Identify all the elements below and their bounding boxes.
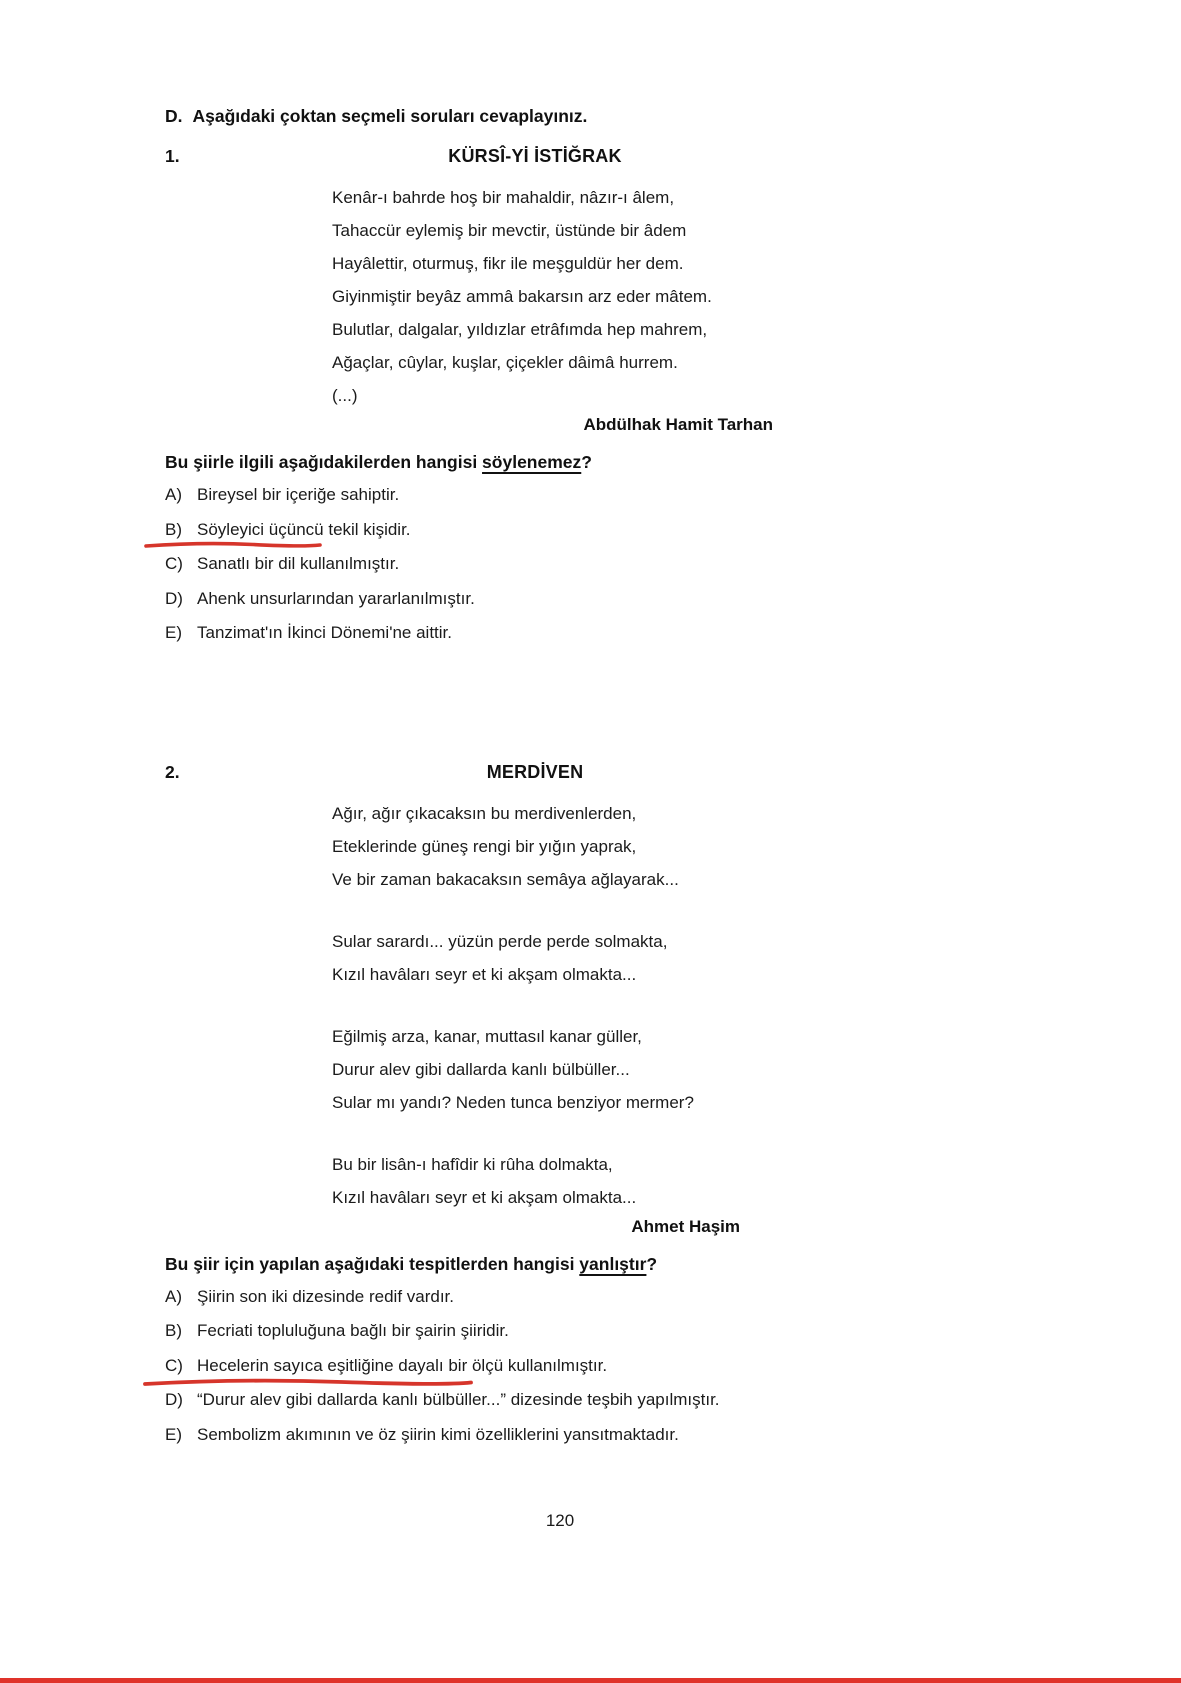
option-label: B) — [165, 1321, 182, 1340]
option-label: D) — [165, 588, 183, 608]
stem-underlined-keyword: söylenemez — [482, 452, 582, 472]
question-stem — [165, 1252, 1010, 1276]
poem-line: Bu bir lisân-ı hafîdir ki rûha dolmakta, — [332, 1154, 613, 1174]
spacer — [165, 657, 1010, 743]
poem-2 — [332, 797, 1010, 1214]
question-number: 2. — [165, 761, 180, 782]
option-c — [165, 1355, 1010, 1377]
option-text: Şiirin son iki dizesinde redif vardır. — [197, 1286, 455, 1306]
option-text: Bireysel bir içeriğe sahiptir. — [197, 485, 400, 504]
option-b — [165, 1320, 1010, 1342]
poem-title: KÜRSÎ-Yİ İSTİĞRAK — [448, 146, 622, 166]
section-title: Aşağıdaki çoktan seçmeli soruları cevaplayınız. — [192, 106, 588, 126]
option-label: D) — [165, 1390, 183, 1409]
poem-line: Kızıl havâları seyr et ki akşam olmakta... — [332, 1187, 637, 1207]
option-e — [165, 622, 1010, 644]
poem-line: Sular mı yandı? Neden tunca benziyor mermer? — [332, 1092, 694, 1112]
option-text: Sembolizm akımının ve öz şiirin kimi özelliklerini yansıtmaktadır. — [197, 1424, 679, 1444]
poem-line: Ağaçlar, cûylar, kuşlar, çiçekler dâimâ hurrem. — [332, 353, 678, 372]
option-e — [165, 1424, 1010, 1446]
option-text: Ahenk unsurlarından yararlanılmıştır. — [197, 588, 475, 608]
stem-text: Bu şiirle ilgili aşağıdakilerden hangisi — [165, 452, 483, 472]
option-text: Sanatlı bir dil kullanılmıştır. — [197, 554, 400, 573]
poem-line: Ve bir zaman bakacaksın semâya ağlayarak... — [332, 869, 679, 889]
options-list — [165, 1286, 1010, 1446]
question-stem — [165, 450, 1010, 474]
poem-line: Giyinmiştir beyâz ammâ bakarsın arz eder mâtem. — [332, 287, 712, 306]
poem-line: (...) — [332, 386, 358, 405]
option-d — [165, 1389, 1010, 1411]
poem-line: Tahaccür eylemiş bir mevctir, üstünde bir âdem — [332, 221, 687, 240]
stanza — [332, 1148, 1010, 1214]
option-label: A) — [165, 485, 182, 504]
stanza — [332, 797, 1010, 896]
option-text: Tanzimat'ın İkinci Dönemi'ne aittir. — [197, 623, 452, 642]
page-content — [165, 105, 1010, 1532]
option-text: Hecelerin sayıca eşitliğine dayalı bir ölçü kullanılmıştır. — [197, 1355, 608, 1375]
question-2-head — [165, 761, 1010, 783]
poem-line: Hayâlettir, oturmuş, fikr ile meşguldür her dem. — [332, 254, 684, 273]
stem-suffix: ? — [581, 452, 592, 472]
red-pen-answer-underline — [142, 1376, 474, 1389]
option-label: B) — [165, 519, 182, 539]
option-b — [165, 519, 1010, 541]
stanza — [332, 925, 1010, 991]
poem-title: MERDİVEN — [486, 761, 584, 782]
poem-line: Bulutlar, dalgalar, yıldızlar etrâfımda hep mahrem, — [332, 320, 708, 339]
poem-line: Durur alev gibi dallarda kanlı bülbüller... — [332, 1059, 630, 1079]
poem-line: Sular sarardı... yüzün perde perde solmakta, — [332, 931, 668, 951]
poem-1 — [332, 181, 1010, 412]
options-list — [165, 484, 1010, 644]
question-number: 1. — [165, 146, 180, 166]
question-2 — [165, 761, 1010, 1446]
poem-line: Eteklerinde güneş rengi bir yığın yaprak, — [332, 836, 637, 856]
option-text: “Durur alev gibi dallarda kanlı bülbüller...” dizesinde teşbih yapılmıştır. — [197, 1390, 720, 1409]
stem-suffix: ? — [646, 1253, 658, 1274]
option-label: C) — [165, 1355, 183, 1375]
option-c — [165, 553, 1010, 575]
stanza — [332, 181, 1010, 412]
option-label: E) — [165, 1424, 182, 1444]
section-header — [165, 105, 1010, 127]
question-1-head — [165, 145, 1010, 167]
bottom-red-rule — [0, 1678, 1181, 1683]
poem-line: Kenâr-ı bahrde hoş bir mahaldir, nâzır-ı âlem, — [332, 188, 675, 207]
option-a — [165, 484, 1010, 506]
option-label: E) — [165, 623, 182, 642]
page-number: 120 — [545, 1510, 575, 1530]
stem-text: Bu şiir için yapılan aşağıdaki tespitlerden hangisi — [165, 1253, 580, 1274]
poem-author: Ahmet Haşim — [631, 1216, 740, 1236]
poem-line: Kızıl havâları seyr et ki akşam olmakta... — [332, 964, 637, 984]
option-label: A) — [165, 1286, 182, 1306]
poem-line: Eğilmiş arza, kanar, muttasıl kanar güller, — [332, 1026, 642, 1046]
stem-underlined-keyword: yanlıştır — [579, 1253, 647, 1274]
poem-line: Ağır, ağır çıkacaksın bu merdivenlerden, — [332, 803, 637, 823]
poem-author: Abdülhak Hamit Tarhan — [583, 415, 773, 434]
stanza — [332, 1020, 1010, 1119]
question-1 — [165, 145, 1010, 644]
option-a — [165, 1286, 1010, 1308]
option-d — [165, 588, 1010, 610]
option-text: Fecriati topluluğuna bağlı bir şairin şiiridir. — [197, 1321, 509, 1340]
option-label: C) — [165, 554, 183, 573]
option-text: Söyleyici üçüncü tekil kişidir. — [197, 519, 411, 539]
section-label: D. — [165, 106, 183, 126]
